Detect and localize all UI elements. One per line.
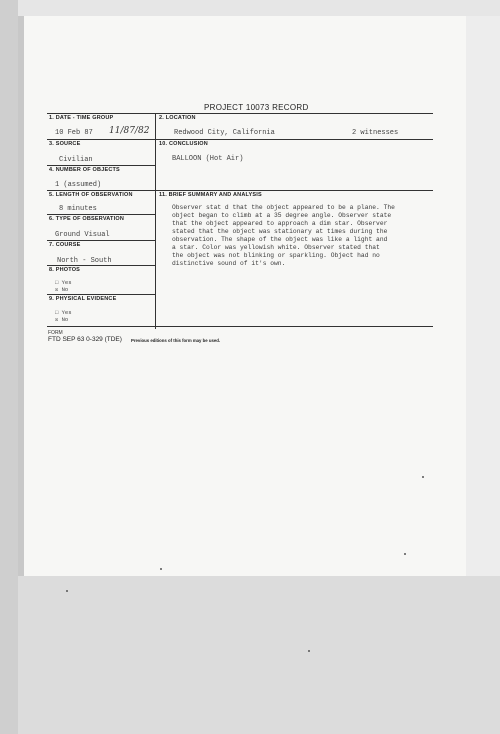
summary-line: observation. The shape of the object was like a light and — [172, 236, 388, 243]
summary-line: object began to climb at a 35 degree angle. Observer state — [172, 212, 392, 219]
summary-line: a star. Color was yellowish white. Observer stated that — [172, 244, 380, 251]
conclusion-value: BALLOON (Hot Air) — [172, 155, 244, 163]
scan-right-band — [466, 16, 500, 576]
scan-speck — [66, 590, 68, 592]
footer-form-number: FTD SEP 63 0-329 (TDE) — [48, 336, 122, 343]
physical-evidence-option-no: ☒ No — [55, 316, 69, 323]
rule — [47, 190, 155, 191]
summary-label: 11. BRIEF SUMMARY AND ANALYSIS — [159, 192, 262, 198]
witnesses-value: 2 witnesses — [352, 129, 399, 137]
source-label: 3. SOURCE — [49, 141, 81, 147]
type-of-observation-label: 6. TYPE OF OBSERVATION — [49, 216, 124, 222]
photos-option-yes: □ Yes — [55, 279, 72, 286]
length-of-observation-value: 8 minutes — [59, 205, 97, 213]
date-time-group-value: 10 Feb 87 — [55, 129, 93, 137]
form-left-column — [47, 113, 156, 329]
rule — [47, 326, 155, 327]
summary-line: stated that the object was stationary at times during the — [172, 228, 388, 235]
scan-speck — [308, 650, 310, 652]
scan-speck — [404, 553, 406, 555]
source-value: Civilian — [59, 156, 93, 164]
number-of-objects-value: 1 (assumed) — [55, 181, 102, 189]
scan-binding-edge — [0, 0, 18, 734]
location-value: Redwood City, California — [174, 129, 275, 137]
date-time-group-label: 1. DATE - TIME GROUP — [49, 115, 114, 121]
rule — [47, 265, 155, 266]
rule — [156, 139, 433, 140]
summary-line: Observer stat d that the object appeared to be a plane. The — [172, 204, 395, 211]
rule — [47, 139, 155, 140]
conclusion-label: 10. CONCLUSION — [159, 141, 208, 147]
course-value: North - South — [57, 257, 112, 265]
scan-lower-area — [18, 576, 500, 734]
rule — [47, 294, 155, 295]
location-label: 2. LOCATION — [159, 115, 196, 121]
rule — [47, 165, 155, 166]
record-form — [47, 113, 433, 329]
summary-line: the object was not blinking or sparkling. Object had no — [172, 252, 380, 259]
physical-evidence-option-yes: □ Yes — [55, 309, 72, 316]
rule — [156, 326, 433, 327]
rule — [156, 190, 433, 191]
footer-form-label: FORM — [48, 330, 63, 336]
course-label: 7. COURSE — [49, 242, 81, 248]
number-of-objects-label: 4. NUMBER OF OBJECTS — [49, 167, 120, 173]
summary-line: that the object appeared to approach a dim star. Observer — [172, 220, 388, 227]
summary-line: distinctive sound of it's own. — [172, 260, 286, 267]
photos-label: 8. PHOTOS — [49, 267, 81, 273]
type-of-observation-value: Ground Visual — [55, 231, 110, 239]
form-right-column — [156, 113, 433, 329]
length-of-observation-label: 5. LENGTH OF OBSERVATION — [49, 192, 133, 198]
footer-previous-editions-note: Previous editions of this form may be used. — [131, 338, 221, 343]
scan-speck — [422, 476, 424, 478]
scan-speck — [160, 568, 162, 570]
photos-option-no: ☒ No — [55, 286, 69, 293]
form-title: PROJECT 10073 RECORD — [204, 103, 309, 112]
physical-evidence-label: 9. PHYSICAL EVIDENCE — [49, 296, 117, 302]
date-handwritten-annotation: 11/87/82 — [109, 126, 150, 136]
rule — [47, 240, 155, 241]
rule — [47, 214, 155, 215]
